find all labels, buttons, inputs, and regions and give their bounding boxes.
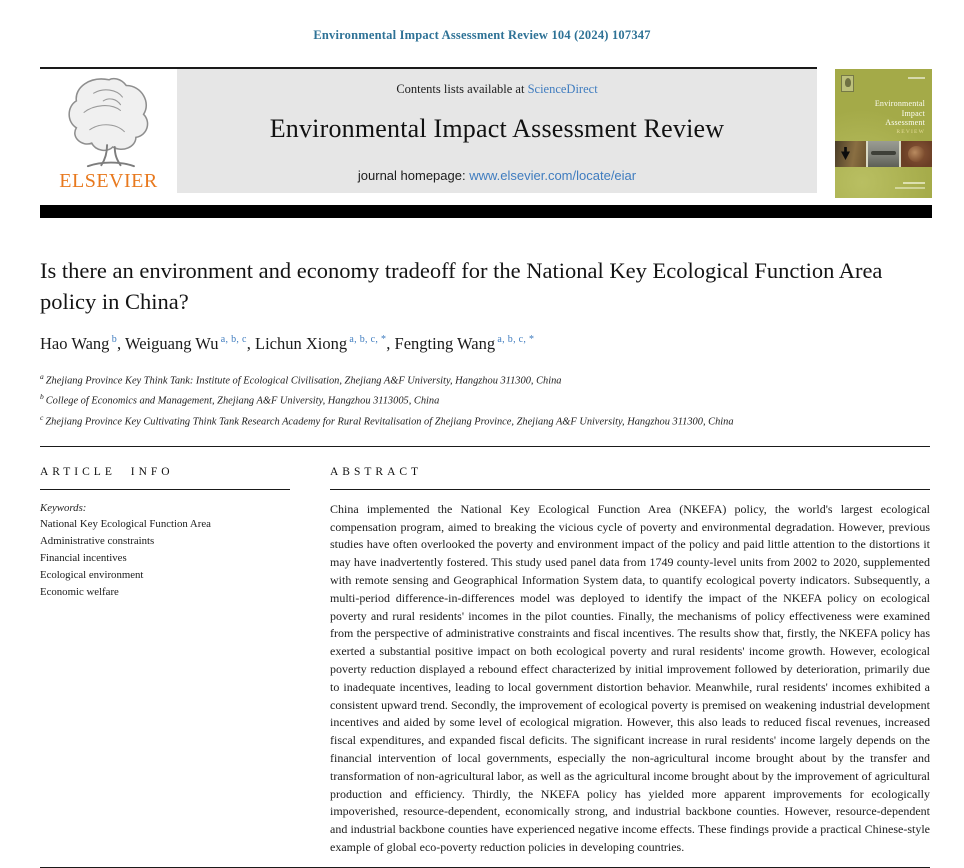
cover-issue-info-bar <box>908 77 925 79</box>
article-info-column <box>40 466 290 857</box>
affiliation-list <box>40 369 924 430</box>
affiliation: $^a$ Zhejiang Province Key Think Tank: Institute of Ecological Civilisation, Zhejiang A&F University, Hangzhou 311300, China <box>40 372 562 387</box>
elsevier-wordmark: ELSEVIER <box>59 170 158 192</box>
cover-photo-strip <box>835 141 932 167</box>
cover-photo-timber <box>901 141 932 167</box>
abstract-rule <box>330 489 930 490</box>
info-abstract-columns <box>40 447 930 857</box>
article-info-heading: ARTICLE INFO <box>40 465 174 478</box>
article-title: Is there an environment and economy tradeoff for the National Key Ecological Function Area policy in China? <box>40 258 883 314</box>
keyword: Financial incentives <box>40 551 127 564</box>
homepage-line <box>177 168 817 183</box>
banner-main <box>40 67 817 193</box>
keyword: National Key Ecological Function Area <box>40 517 211 530</box>
author-list: Hao Wang $^b$, Weiguang Wu $^{a, b, c}$, Lichun Xiong $^{a, b, c, *}$, Fengting Wang $^{a, b, c, *}$ <box>40 333 535 353</box>
abstract-text: China implemented the National Key Ecological Function Area (NKEFA) policy, the world's largest ecological compensation program, aimed to breaking the vicious cycle of poverty and environmental degradation. However, previous studies have often overlooked the poverty and environment impact of the policy and paid little attention to the distortions it may have inadvertently fostered. This study used panel data from 1749 county-level units from 2002 to 2020, supplemented with remote sensing and Geographical Information System data, to quantify ecological poverty indicators. Subsequently, a multi-period difference-in-differences model was deployed to identify the impact of the NKEFA policy on ecological poverty and rural residents' incomes in the pilot counties. Finally, the mechanisms of policy effectiveness were examined from the perspective of administrative constraints and fiscal incentives. The results show that, firstly, the NKEFA policy has exerted a substantial positive impact on both ecological poverty and rural residents' income growth. However, ecological poverty reduction displayed a rebound effect characterized by initial improvement followed by deterioration, primarily due to inadequate incentives, leading to local government distortion behavior. Meanwhile, rural residents' incomes exhibited a consistent upward trend. Secondly, the improvement of ecological poverty is premised on weakening industrial development incentives and aided by some level of ecological migration. However, this also leads to reduced fiscal revenues, increased fiscal expenditures, and expanded fiscal deficits. The significant increase in rural residents' income largely depends on the financial intervention of local governments, especially the non-agricultural income brought about by the transfer and transformation of non-agricultural labor, as well as the agricultural income brought about by the improvement of agricultural production and efficiency. Thirdly, the NKEFA policy has yielded more apparent improvements for ecologically impoverished, resource-dependent, economically strong, and industrial backbone counties. However, resource-dependent and industrial backbone counties have experienced negative income effects. These findings provide a practical Chinese-style example of global eco-poverty reduction policies in developing countries. <box>330 501 930 854</box>
cover-photo-infrastructure <box>868 141 899 167</box>
abstract-column <box>330 466 930 857</box>
cover-title-line: Assessment <box>885 118 925 127</box>
keyword: Administrative constraints <box>40 534 155 547</box>
affiliation: $^c$ Zhejiang Province Key Cultivating Think Tank Research Academy for Rural Revitalisation of Zhejiang Province, Zhejiang A&F University, Hangzhou 311300, China <box>40 412 734 427</box>
sciencedirect-link[interactable]: ScienceDirect <box>527 82 598 96</box>
contents-line <box>177 82 817 97</box>
cover-photo-desert <box>835 141 866 167</box>
homepage-link[interactable]: www.elsevier.com/locate/eiar <box>469 168 637 183</box>
cover-footer-bar-2 <box>895 187 925 189</box>
keyword: Economic welfare <box>40 585 119 598</box>
cover-title-line: Impact <box>901 108 925 118</box>
author-affiliation-sup: b <box>109 333 118 345</box>
journal-title: Environmental Impact Assessment Review <box>269 114 725 143</box>
author: Fengting Wang $^{a, b, c, *}$ <box>394 333 535 353</box>
cover-title-line: Environmental <box>874 99 925 108</box>
banner-gray-box <box>177 69 817 193</box>
author-affiliation-sup: a, b, c, * <box>495 333 535 345</box>
keywords-label: Keywords: <box>40 501 87 514</box>
cover-footer-bar <box>903 182 925 184</box>
journal-cover-thumbnail <box>835 69 932 198</box>
elsevier-logo-block <box>40 69 177 193</box>
author: Lichun Xiong $^{a, b, c, *}$ <box>254 333 387 353</box>
contents-prefix: Contents lists available at <box>396 82 528 96</box>
homepage-prefix: journal homepage: <box>357 168 470 183</box>
author-affiliation-sup: a, b, c, * <box>347 333 387 345</box>
thick-separator-bar <box>40 205 932 218</box>
author-affiliation-sup: a, b, c <box>218 333 247 345</box>
cover-title <box>875 99 925 128</box>
author: Weiguang Wu $^{a, b, c}$ <box>124 333 247 353</box>
cover-subtitle: REVIEW <box>896 129 925 135</box>
article-info-rule <box>40 489 290 490</box>
abstract-heading: ABSTRACT <box>330 465 423 478</box>
keyword-list <box>40 516 290 601</box>
cover-elsevier-emblem-icon <box>841 75 854 92</box>
elsevier-tree-icon <box>61 74 157 171</box>
header-citation: Environmental Impact Assessment Review 104 (2024) 107347 <box>313 28 651 42</box>
keyword: Ecological environment <box>40 568 144 581</box>
journal-banner <box>40 67 932 198</box>
affiliation: $^b$ College of Economics and Management, Zhejiang A&F University, Hangzhou 3113005, China <box>40 392 440 407</box>
author: Hao Wang $^b$ <box>40 333 118 353</box>
